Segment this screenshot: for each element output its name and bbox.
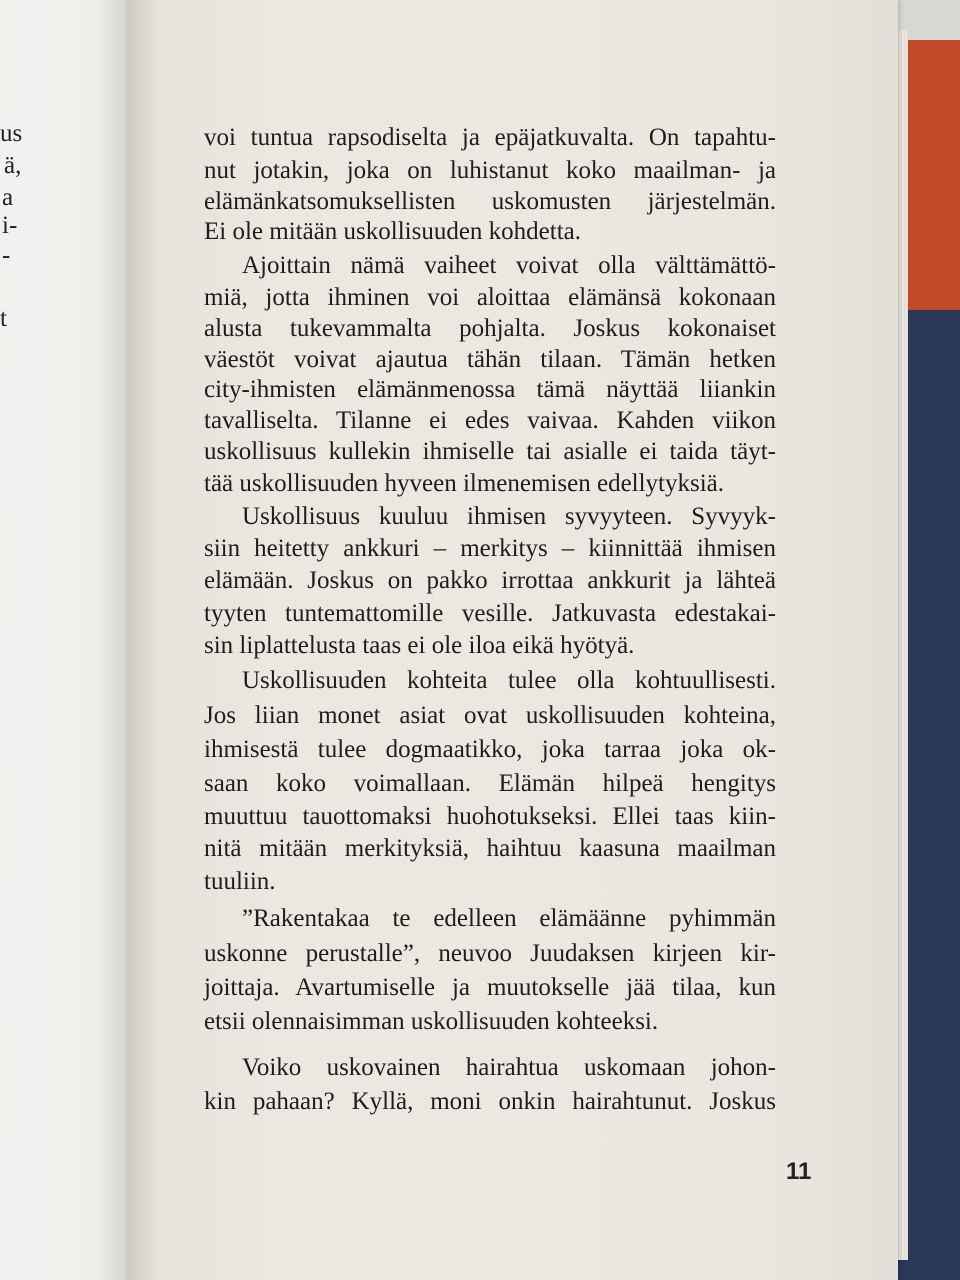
text-line: saan koko voimallaan. Elämän hilpeä hengitys (204, 770, 776, 797)
left-page-text-fragment: - (2, 242, 11, 269)
text-line: elämänkatsomuksellisten uskomusten järjestelmän. (204, 188, 776, 215)
text-line: elämään. Joskus on pakko irrottaa ankkurit ja lähteä (204, 567, 776, 594)
text-line: Ajoittain nämä vaiheet voivat olla välttämättö- (242, 252, 776, 279)
text-line: city-ihmisten elämänmenossa tämä näyttää liiankin (204, 376, 776, 403)
page-number: 11 (786, 1158, 812, 1185)
text-line: siin heitetty ankkuri – merkitys – kiinnittää ihmisen (204, 535, 776, 562)
text-line: väestöt voivat ajautua tähän tilaan. Tämän hetken (204, 346, 776, 373)
text-line: ihmisestä tulee dogmaatikko, joka tarraa joka ok- (204, 736, 776, 763)
text-line: tuuliin. (204, 868, 276, 895)
left-page-text-fragment: i- (2, 212, 18, 239)
text-line: joittaja. Avartumiselle ja muutokselle jää tilaa, kun (204, 974, 776, 1001)
text-line: muuttuu tauottomaksi huohotukseksi. Ellei taas kiin- (204, 803, 776, 830)
text-line: uskollisuus kullekin ihmiselle tai asialle ei taida täyt- (204, 438, 776, 465)
text-line: nut jotakin, joka on luhistanut koko maailman- ja (204, 157, 776, 184)
left-page-text-fragment: us (0, 120, 23, 147)
text-line: Uskollisuuden kohteita tulee olla kohtuullisesti. (242, 667, 776, 694)
text-line: Jos liian monet asiat ovat uskollisuuden kohteina, (204, 702, 776, 729)
text-line: kin pahaan? Kyllä, moni onkin hairahtunut. Joskus (204, 1088, 776, 1115)
text-line: Voiko uskovainen hairahtua uskomaan johon- (242, 1054, 776, 1081)
left-page-text-fragment: a (2, 184, 14, 211)
left-page (0, 0, 135, 1280)
text-line: nitä mitään merkityksiä, haihtuu kaasuna maailman (204, 835, 776, 862)
text-line: ”Rakentakaa te edelleen elämäänne pyhimmän (242, 905, 776, 932)
text-line: Ei ole mitään uskollisuuden kohdetta. (204, 218, 582, 245)
text-line: voi tuntua rapsodiselta ja epäjatkuvalta. On tapahtu- (204, 124, 776, 151)
text-line: miä, jotta ihminen voi aloittaa elämänsä kokonaan (204, 284, 776, 311)
text-line: tavalliselta. Tilanne ei edes vaivaa. Kahden viikon (204, 407, 776, 434)
text-line: uskonne perustalle”, neuvoo Juudaksen kirjeen kir- (204, 940, 776, 967)
left-page-text-fragment: ä, (4, 152, 22, 179)
text-line: Uskollisuus kuuluu ihmisen syvyyteen. Syvyyk- (242, 503, 776, 530)
text-line: sin liplattelusta taas ei ole iloa eikä hyötyä. (204, 632, 635, 659)
left-page-text-fragment: t (0, 305, 7, 332)
text-line: tyyten tuntemattomille vesille. Jatkuvasta edestakai- (204, 600, 776, 627)
text-line: etsii olennaisimman uskollisuuden kohteeksi. (204, 1008, 659, 1035)
text-line: alusta tukevammalta pohjalta. Joskus kokonaiset (204, 315, 776, 342)
text-line: tää uskollisuuden hyveen ilmenemisen edellytyksiä. (204, 470, 725, 497)
